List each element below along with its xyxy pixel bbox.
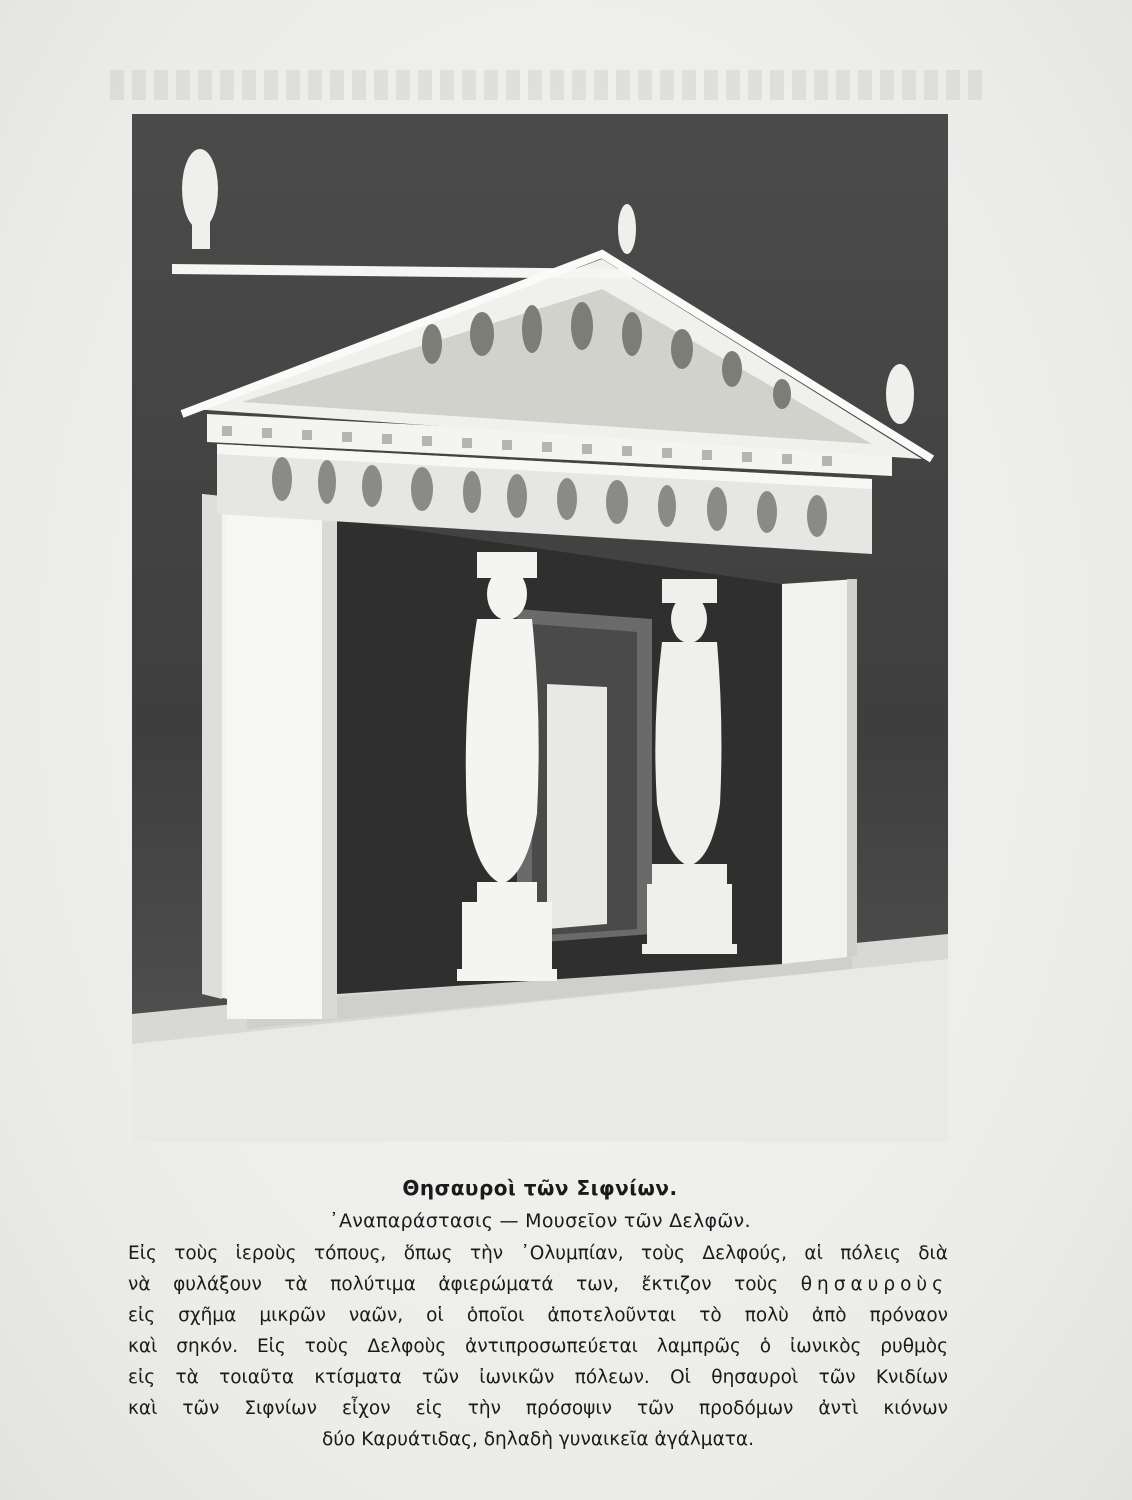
- body-line: Εἰς τοὺς ἱεροὺς τόπους, ὅπως τὴν ᾿Ολυμπίαν, τοὺς Δελφούς, αἱ πόλεις διὰ: [128, 1243, 948, 1264]
- body-line: εἰς σχῆμα μικρῶν ναῶν, οἱ ὁποῖοι ἀποτελοῦνται τὸ πολὺ ἀπὸ πρόναον: [128, 1305, 948, 1326]
- emphasis-word: θησαυροὺς: [800, 1274, 948, 1295]
- body-line: δύο Καρυάτιδας, δηλαδὴ γυναικεῖα ἀγάλματα.: [322, 1429, 754, 1450]
- treasury-reconstruction-photo: [132, 114, 948, 1142]
- figure-caption-subtitle: ᾿Αναπαράστασις — Μουσεῖον τῶν Δελφῶν.: [329, 1210, 751, 1232]
- body-line: [128, 1269, 948, 1300]
- body-paragraph: [128, 1238, 948, 1455]
- body-line: εἰς τὰ τοιαῦτα κτίσματα τῶν ἰωνικῶν πόλεων. Οἱ θησαυροὶ τῶν Κνιδίων: [128, 1367, 948, 1388]
- body-line: καὶ τῶν Σιφνίων εἶχον εἰς τὴν πρόσοψιν τῶν προδόμων ἀντὶ κιόνων: [128, 1398, 948, 1419]
- body-line: καὶ σηκόν. Εἰς τοὺς Δελφοὺς ἀντιπροσωπεύεται λαμπρῶς ὁ ἰωνικὸς ρυθμὸς: [128, 1336, 948, 1357]
- body-line-text: νὰ φυλάξουν τὰ πολύτιμα ἀφιερώματά των, ἔκτιζον τοὺς: [128, 1274, 779, 1295]
- bleed-through-header: [110, 70, 990, 100]
- figure-caption-title: Θησαυροὶ τῶν Σιφνίων.: [402, 1176, 678, 1200]
